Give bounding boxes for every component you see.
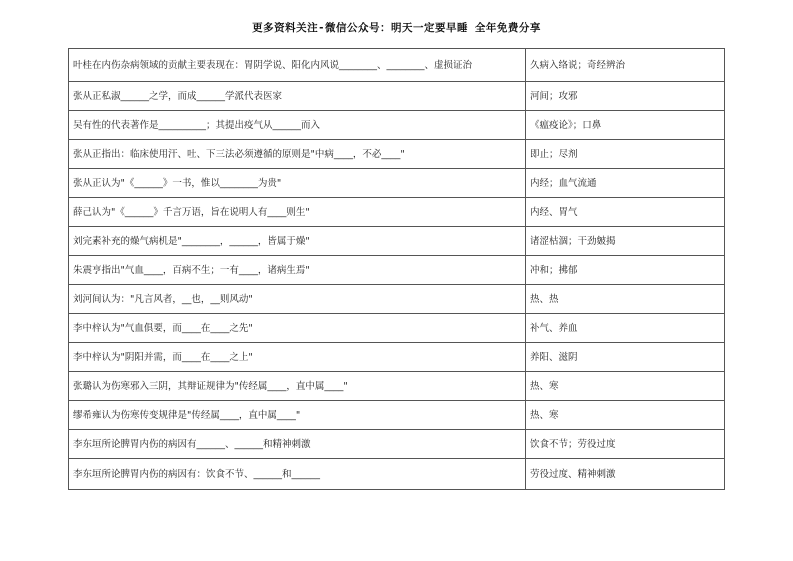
question-cell: 李东垣所论脾胃内伤的病因有______、______和精神刺激 (69, 430, 526, 459)
question-cell: 张从正认为"《______》一书，惟以________为贵" (69, 169, 526, 198)
table-row (69, 430, 725, 459)
table-row (69, 111, 725, 140)
question-cell: 薛己认为"《______》千言万语，旨在说明人有____则生" (69, 198, 526, 227)
table-row (69, 314, 725, 343)
answer-cell: 饮食不节；劳役过度 (526, 430, 725, 459)
table-row (69, 227, 725, 256)
question-cell: 张从正指出：临床使用汗、吐、下三法必须遵循的原则是"中病____，不必____" (69, 140, 526, 169)
answer-cell: 养阳、滋阴 (526, 343, 725, 372)
question-answer-table (68, 48, 725, 490)
table-row (69, 401, 725, 430)
question-cell: 缪希雍认为伤寒传变规律是"传经属____，直中属____" (69, 401, 526, 430)
question-cell: 李中梓认为"阴阳并需，而____在____之上" (69, 343, 526, 372)
answer-cell: 热、寒 (526, 372, 725, 401)
question-cell: 吴有性的代表著作是__________；其提出疫气从______而入 (69, 111, 526, 140)
answer-cell: 冲和；拂郁 (526, 256, 725, 285)
answer-cell: 补气、养血 (526, 314, 725, 343)
answer-cell: 内经、胃气 (526, 198, 725, 227)
answer-cell: 即止；尽剂 (526, 140, 725, 169)
question-cell: 朱震亨指出"气血____，百病不生；一有____，诸病生焉" (69, 256, 526, 285)
table-row (69, 49, 725, 82)
answer-cell: 热、热 (526, 285, 725, 314)
answer-cell: 内经；血气流通 (526, 169, 725, 198)
table-row (69, 372, 725, 401)
question-cell: 叶桂在内伤杂病领域的贡献主要表现在：胃阴学说、阳化内风说________、________、虚损证治 (69, 49, 526, 82)
table-row (69, 285, 725, 314)
answer-cell: 劳役过度、精神刺激 (526, 459, 725, 490)
table-row (69, 256, 725, 285)
question-cell: 刘河间认为："凡言风者，__也，__则风动" (69, 285, 526, 314)
table-row (69, 82, 725, 111)
answer-cell: 河间；攻邪 (526, 82, 725, 111)
answer-cell: 热、寒 (526, 401, 725, 430)
table-row (69, 343, 725, 372)
answer-cell: 《瘟疫论》；口鼻 (526, 111, 725, 140)
table-row (69, 169, 725, 198)
table-row (69, 140, 725, 169)
question-cell: 刘完素补充的燥气病机是"________，______，皆属于燥" (69, 227, 526, 256)
table-row (69, 459, 725, 490)
page-header: 更多资料关注-微信公众号：明天一定要早睡 全年免费分享 (252, 22, 541, 34)
answer-cell: 久病入络说；奇经辨治 (526, 49, 725, 82)
question-cell: 李东垣所论脾胃内伤的病因有：饮食不节、______和______ (69, 459, 526, 490)
question-cell: 李中梓认为"气血俱要，而____在____之先" (69, 314, 526, 343)
question-cell: 张从正私淑______之学，而成______学派代表医家 (69, 82, 526, 111)
table-row (69, 198, 725, 227)
answer-cell: 诸涩枯涸；干劲皴揭 (526, 227, 725, 256)
question-cell: 张璐认为伤寒邪入三阴，其辩证规律为"传经属____，直中属____" (69, 372, 526, 401)
